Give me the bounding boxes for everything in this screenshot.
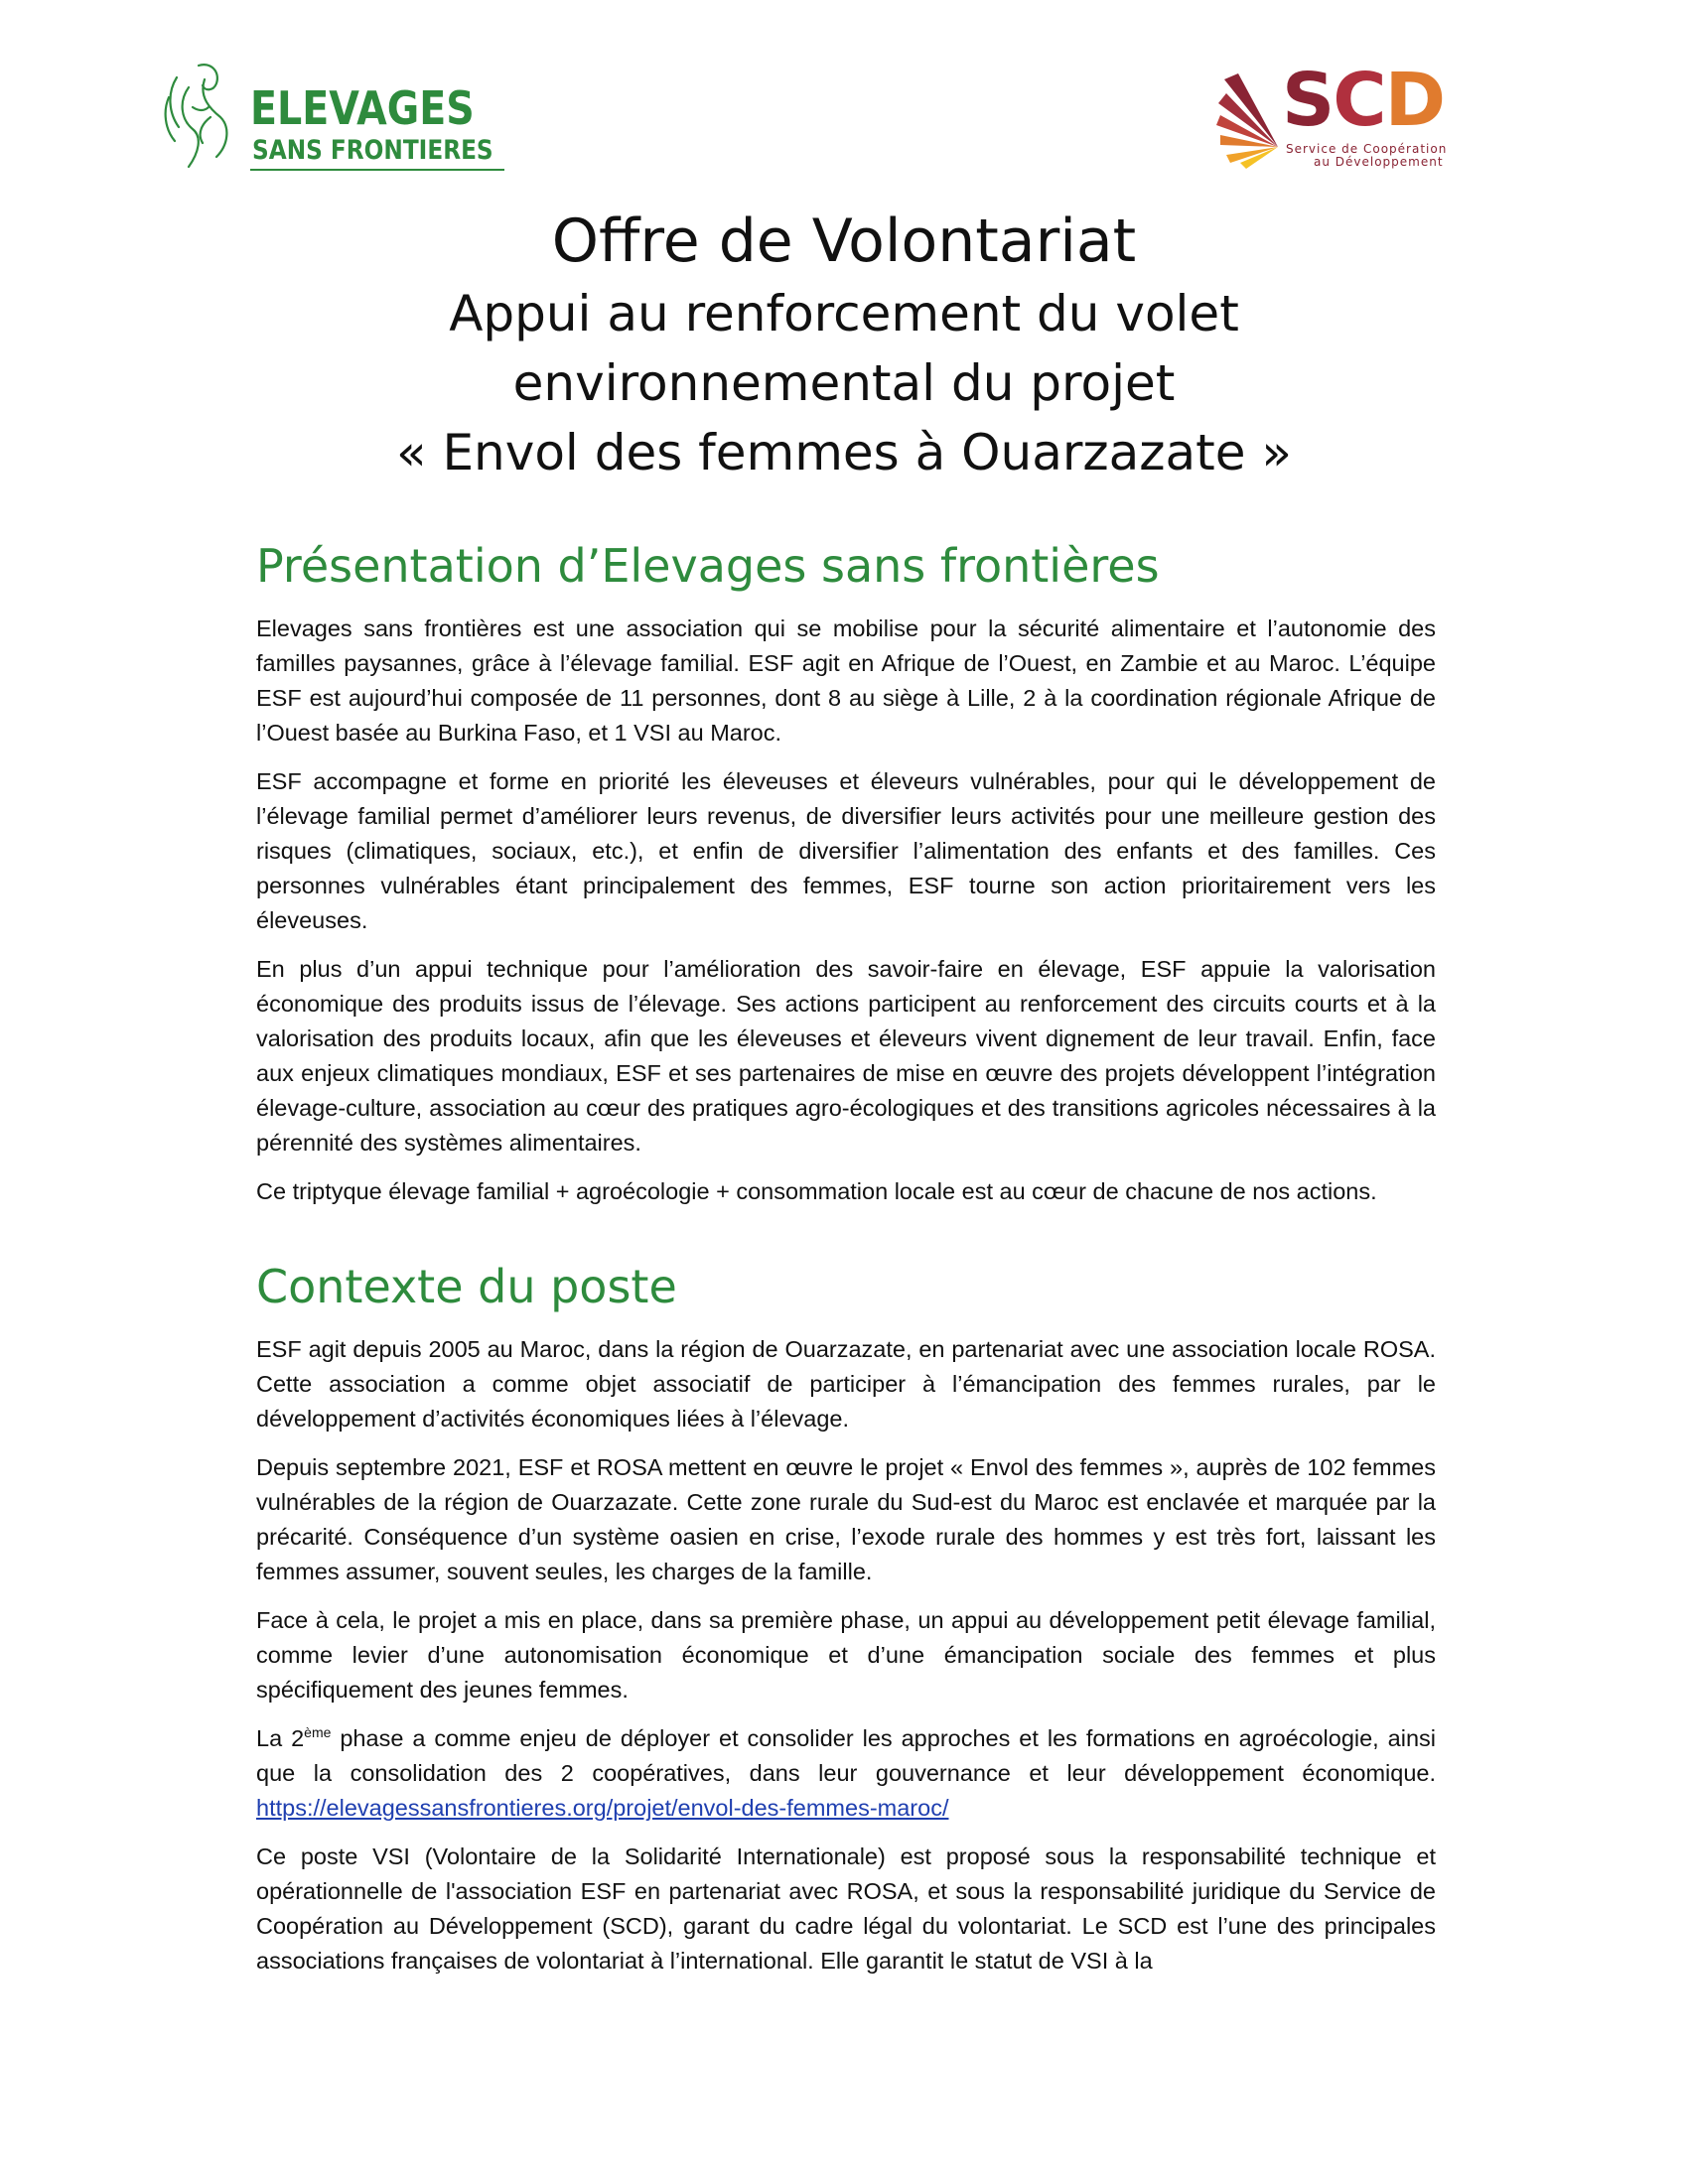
esf-logo-line1: ELEVAGES <box>250 81 475 135</box>
scd-letter-c: C <box>1333 58 1385 143</box>
phase2-text: phase a comme enjeu de déployer et consolider les approches et les formations en agroécologie, ainsi que la consolidation des 2 coopératives, dans leur gouvernance et leur développement économique. <box>256 1725 1436 1786</box>
esf-figure-icon <box>159 58 248 177</box>
presentation-paragraph-4: Ce triptyque élevage familial + agroécologie + consommation locale est au cœur de chacune de nos actions. <box>256 1178 1377 1204</box>
phase2-superscript: ème <box>304 1724 332 1741</box>
esf-logo <box>159 58 516 177</box>
document-title <box>0 204 1688 487</box>
scd-subtitle-line1: Service de Coopération <box>1286 142 1448 156</box>
contexte-paragraph-1: ESF agit depuis 2005 au Maroc, dans la région de Ouarzazate, en partenariat avec une association locale ROSA. Cette association a comme objet associatif de participer à l’émancipation des femmes rurales, par le développement d’activités économiques liées à l’élevage. <box>256 1336 1436 1432</box>
scd-logo-letters <box>1282 58 1445 143</box>
contexte-paragraph-phase2 <box>256 1721 1436 1826</box>
scd-logo-subtitle <box>1286 143 1465 169</box>
contexte-paragraph-vsi: Ce poste VSI (Volontaire de la Solidarité Internationale) est proposé sous la responsabilité technique et opérationnelle de l'association ESF en partenariat avec ROSA, et sous la responsabilité juridique du Service de Coopération au Développement (SCD), garant du cadre légal du volontariat. Le SCD est l’une des principales associations françaises de volontariat à l’international. Elle garantit le statut de VSI à la <box>256 1843 1436 1974</box>
contexte-paragraph-3: Face à cela, le projet a mis en place, dans sa première phase, un appui au développement petit élevage familial, comme levier d’une autonomisation économique et d’une émancipation sociale des femmes et plus spécifiquement des jeunes femmes. <box>256 1607 1436 1703</box>
scd-subtitle-line2: au Développement <box>1314 155 1444 169</box>
scd-letter-s: S <box>1282 58 1334 143</box>
contexte-paragraph-2: Depuis septembre 2021, ESF et ROSA mettent en œuvre le projet « Envol des femmes », auprès de 102 femmes vulnérables de la région de Ouarzazate. Cette zone rurale du Sud-est du Maroc est enclavée et marquée par la précarité. Conséquence d’un système oasien en crise, l’exode rurale des hommes y est très fort, laissant les femmes assumer, souvent seules, les charges de la famille. <box>256 1454 1436 1584</box>
presentation-paragraph-2: ESF accompagne et forme en priorité les éleveuses et éleveurs vulnérables, pour qui le développement de l’élevage familial permet d’améliorer leurs revenus, de diversifier leurs activités pour une meilleure gestion des risques (climatiques, sociaux, etc.), et enfin de diversifier l’alimentation des enfants et des familles. Ces personnes vulnérables étant principalement des femmes, ESF tourne son action prioritairement vers les éleveuses. <box>256 768 1436 933</box>
title-main: Offre de Volontariat <box>551 206 1137 276</box>
scd-letter-d: D <box>1384 58 1445 143</box>
scd-sunburst-icon <box>1216 60 1286 169</box>
project-link[interactable]: https://elevagessansfrontieres.org/projet/envol-des-femmes-maroc/ <box>256 1795 949 1821</box>
presentation-paragraph-3: En plus d’un appui technique pour l’amélioration des savoir-faire en élevage, ESF appuie la valorisation économique des produits issus de l’élevage. Ses actions participent au renforcement des circuits courts et à la valorisation des produits locaux, afin que les éleveuses et éleveurs vivent dignement de leur travail. Enfin, face aux enjeux climatiques mondiaux, ESF et ses partenaires de mise en œuvre des projets développent l’intégration élevage-culture, association au cœur des pratiques agro-écologiques et des transitions agricoles nécessaires à la pérennité des systèmes alimentaires. <box>256 956 1436 1156</box>
presentation-paragraph-1: Elevages sans frontières est une association qui se mobilise pour la sécurité alimentaire et l’autonomie des familles paysannes, grâce à l’élevage familial. ESF agit en Afrique de l’Ouest, en Zambie et au Maroc. L’équipe ESF est aujourd’hui composée de 11 personnes, dont 8 au siège à Lille, 2 à la coordination régionale Afrique de l’Ouest basée au Burkina Faso, et 1 VSI au Maroc. <box>256 615 1436 746</box>
phase2-prefix: La 2 <box>256 1725 305 1751</box>
scd-logo <box>1216 60 1465 174</box>
document-body <box>256 538 1436 1992</box>
section-heading-presentation: Présentation d’Elevages sans frontières <box>256 539 1160 593</box>
title-subtitle-line1: Appui au renforcement du volet <box>449 285 1239 342</box>
section-spacer <box>256 1223 1436 1259</box>
title-subtitle-line2: environnemental du projet <box>512 354 1176 412</box>
section-heading-contexte: Contexte du poste <box>256 1260 677 1313</box>
esf-logo-underline <box>250 169 504 171</box>
title-subtitle-line3: « Envol des femmes à Ouarzazate » <box>395 424 1293 481</box>
esf-logo-line2: SANS FRONTIERES <box>252 135 493 166</box>
